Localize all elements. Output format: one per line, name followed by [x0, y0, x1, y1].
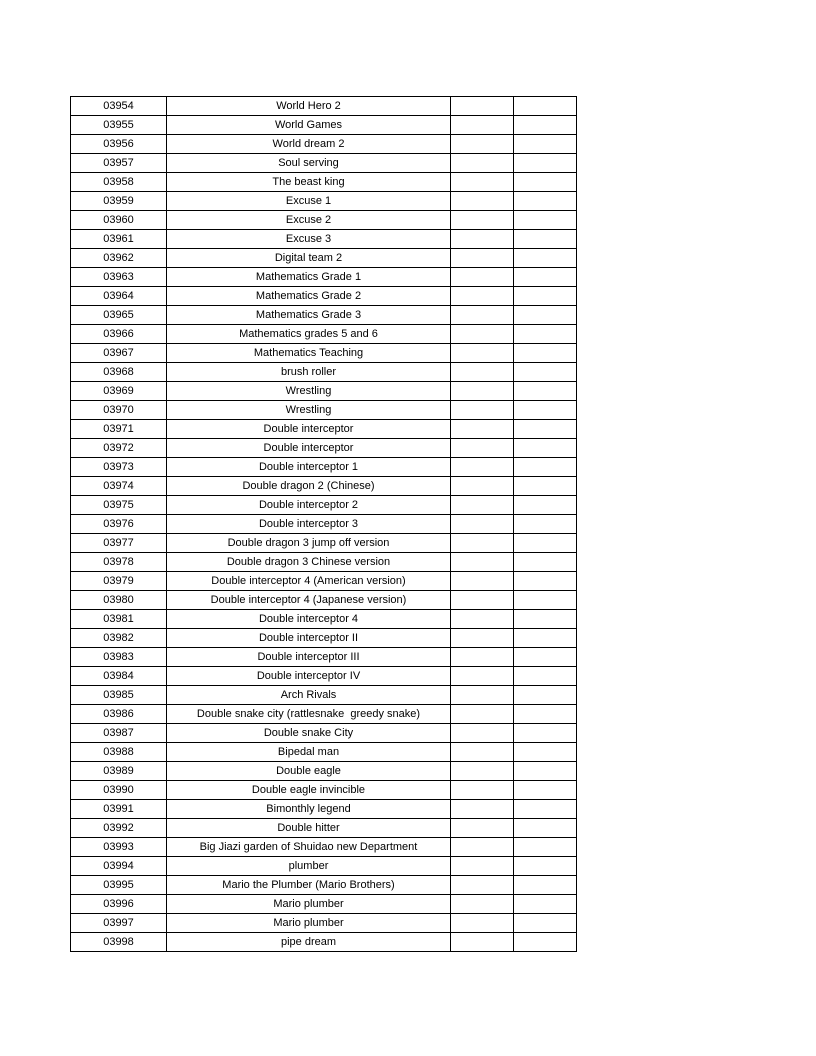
id-cell: 03956 — [71, 135, 167, 154]
id-cell: 03964 — [71, 287, 167, 306]
title-cell: Mario plumber — [167, 914, 451, 933]
empty-cell-1 — [451, 895, 514, 914]
empty-cell-2 — [514, 553, 577, 572]
id-cell: 03976 — [71, 515, 167, 534]
empty-cell-2 — [514, 572, 577, 591]
title-cell: Double dragon 3 Chinese version — [167, 553, 451, 572]
table-row — [71, 211, 577, 230]
title-cell: Double interceptor — [167, 420, 451, 439]
empty-cell-1 — [451, 458, 514, 477]
title-cell: Excuse 2 — [167, 211, 451, 230]
empty-cell-2 — [514, 762, 577, 781]
table-row — [71, 743, 577, 762]
title-cell: Double interceptor IV — [167, 667, 451, 686]
empty-cell-1 — [451, 420, 514, 439]
title-cell: brush roller — [167, 363, 451, 382]
table-row — [71, 154, 577, 173]
table-row — [71, 914, 577, 933]
table-row — [71, 116, 577, 135]
table-row — [71, 629, 577, 648]
table-row — [71, 496, 577, 515]
title-cell: Double interceptor II — [167, 629, 451, 648]
empty-cell-1 — [451, 363, 514, 382]
empty-cell-2 — [514, 344, 577, 363]
empty-cell-1 — [451, 629, 514, 648]
empty-cell-2 — [514, 477, 577, 496]
empty-cell-1 — [451, 192, 514, 211]
id-cell: 03963 — [71, 268, 167, 287]
empty-cell-2 — [514, 895, 577, 914]
id-cell: 03959 — [71, 192, 167, 211]
title-cell: Double interceptor 3 — [167, 515, 451, 534]
id-cell: 03982 — [71, 629, 167, 648]
title-cell: pipe dream — [167, 933, 451, 952]
empty-cell-2 — [514, 439, 577, 458]
table-row — [71, 819, 577, 838]
table-row — [71, 363, 577, 382]
table-row — [71, 933, 577, 952]
title-cell: Double hitter — [167, 819, 451, 838]
id-cell: 03958 — [71, 173, 167, 192]
title-cell: Mario the Plumber (Mario Brothers) — [167, 876, 451, 895]
empty-cell-1 — [451, 610, 514, 629]
id-cell: 03975 — [71, 496, 167, 515]
id-cell: 03986 — [71, 705, 167, 724]
empty-cell-2 — [514, 629, 577, 648]
empty-cell-1 — [451, 439, 514, 458]
title-cell: Double interceptor 4 — [167, 610, 451, 629]
title-cell: Double interceptor — [167, 439, 451, 458]
id-cell: 03955 — [71, 116, 167, 135]
empty-cell-2 — [514, 800, 577, 819]
table-row — [71, 135, 577, 154]
id-cell: 03972 — [71, 439, 167, 458]
empty-cell-1 — [451, 116, 514, 135]
table-row — [71, 724, 577, 743]
id-cell: 03968 — [71, 363, 167, 382]
empty-cell-2 — [514, 116, 577, 135]
title-cell: Digital team 2 — [167, 249, 451, 268]
title-cell: Bimonthly legend — [167, 800, 451, 819]
empty-cell-1 — [451, 686, 514, 705]
table-row — [71, 382, 577, 401]
id-cell: 03980 — [71, 591, 167, 610]
title-cell: Double eagle — [167, 762, 451, 781]
title-cell: Excuse 1 — [167, 192, 451, 211]
id-cell: 03954 — [71, 97, 167, 116]
empty-cell-2 — [514, 724, 577, 743]
empty-cell-1 — [451, 135, 514, 154]
empty-cell-2 — [514, 249, 577, 268]
title-cell: Double dragon 2 (Chinese) — [167, 477, 451, 496]
table-row — [71, 667, 577, 686]
empty-cell-2 — [514, 781, 577, 800]
empty-cell-2 — [514, 192, 577, 211]
empty-cell-1 — [451, 838, 514, 857]
table-row — [71, 781, 577, 800]
id-cell: 03973 — [71, 458, 167, 477]
id-cell: 03992 — [71, 819, 167, 838]
empty-cell-1 — [451, 857, 514, 876]
empty-cell-2 — [514, 420, 577, 439]
title-cell: Soul serving — [167, 154, 451, 173]
empty-cell-1 — [451, 154, 514, 173]
empty-cell-1 — [451, 344, 514, 363]
id-cell: 03993 — [71, 838, 167, 857]
empty-cell-2 — [514, 933, 577, 952]
empty-cell-1 — [451, 876, 514, 895]
id-cell: 03988 — [71, 743, 167, 762]
empty-cell-1 — [451, 382, 514, 401]
empty-cell-2 — [514, 819, 577, 838]
table-row — [71, 287, 577, 306]
table-row — [71, 344, 577, 363]
empty-cell-2 — [514, 401, 577, 420]
empty-cell-1 — [451, 819, 514, 838]
empty-cell-1 — [451, 800, 514, 819]
empty-cell-1 — [451, 249, 514, 268]
title-cell: Double eagle invincible — [167, 781, 451, 800]
empty-cell-1 — [451, 591, 514, 610]
table-row — [71, 173, 577, 192]
empty-cell-1 — [451, 933, 514, 952]
empty-cell-2 — [514, 97, 577, 116]
table-row — [71, 230, 577, 249]
empty-cell-1 — [451, 762, 514, 781]
empty-cell-1 — [451, 97, 514, 116]
title-cell: Arch Rivals — [167, 686, 451, 705]
empty-cell-2 — [514, 173, 577, 192]
table-row — [71, 686, 577, 705]
title-cell: Mathematics Grade 1 — [167, 268, 451, 287]
empty-cell-2 — [514, 230, 577, 249]
empty-cell-2 — [514, 648, 577, 667]
table-row — [71, 401, 577, 420]
empty-cell-2 — [514, 382, 577, 401]
table-row — [71, 591, 577, 610]
title-cell: Mathematics grades 5 and 6 — [167, 325, 451, 344]
title-cell: World Hero 2 — [167, 97, 451, 116]
empty-cell-1 — [451, 211, 514, 230]
title-cell: Mathematics Teaching — [167, 344, 451, 363]
empty-cell-2 — [514, 458, 577, 477]
empty-cell-1 — [451, 496, 514, 515]
title-cell: Big Jiazi garden of Shuidao new Department — [167, 838, 451, 857]
empty-cell-2 — [514, 325, 577, 344]
table-row — [71, 306, 577, 325]
empty-cell-2 — [514, 154, 577, 173]
id-cell: 03977 — [71, 534, 167, 553]
table-body — [71, 97, 577, 952]
title-cell: Double snake city (rattlesnake greedy snake) — [167, 705, 451, 724]
empty-cell-1 — [451, 705, 514, 724]
title-cell: Double interceptor 4 (Japanese version) — [167, 591, 451, 610]
title-cell: Double interceptor III — [167, 648, 451, 667]
table-row — [71, 477, 577, 496]
id-cell: 03961 — [71, 230, 167, 249]
title-cell: Excuse 3 — [167, 230, 451, 249]
empty-cell-2 — [514, 876, 577, 895]
id-cell: 03957 — [71, 154, 167, 173]
table-row — [71, 249, 577, 268]
table-row — [71, 534, 577, 553]
table-row — [71, 458, 577, 477]
empty-cell-2 — [514, 743, 577, 762]
id-cell: 03966 — [71, 325, 167, 344]
empty-cell-2 — [514, 496, 577, 515]
empty-cell-2 — [514, 838, 577, 857]
table-row — [71, 648, 577, 667]
id-cell: 03981 — [71, 610, 167, 629]
id-cell: 03969 — [71, 382, 167, 401]
empty-cell-2 — [514, 515, 577, 534]
id-cell: 03967 — [71, 344, 167, 363]
empty-cell-1 — [451, 268, 514, 287]
table-row — [71, 610, 577, 629]
table-row — [71, 97, 577, 116]
empty-cell-2 — [514, 914, 577, 933]
empty-cell-2 — [514, 610, 577, 629]
empty-cell-1 — [451, 648, 514, 667]
table-row — [71, 192, 577, 211]
id-cell: 03987 — [71, 724, 167, 743]
table-row — [71, 895, 577, 914]
title-cell: World dream 2 — [167, 135, 451, 154]
title-cell: Double snake City — [167, 724, 451, 743]
empty-cell-1 — [451, 306, 514, 325]
title-cell: Double interceptor 1 — [167, 458, 451, 477]
empty-cell-2 — [514, 667, 577, 686]
empty-cell-2 — [514, 363, 577, 382]
id-cell: 03990 — [71, 781, 167, 800]
empty-cell-1 — [451, 724, 514, 743]
id-cell: 03995 — [71, 876, 167, 895]
title-cell: Double interceptor 2 — [167, 496, 451, 515]
title-cell: The beast king — [167, 173, 451, 192]
empty-cell-2 — [514, 857, 577, 876]
table-row — [71, 515, 577, 534]
empty-cell-2 — [514, 211, 577, 230]
id-cell: 03983 — [71, 648, 167, 667]
empty-cell-1 — [451, 534, 514, 553]
id-cell: 03965 — [71, 306, 167, 325]
title-cell: Mathematics Grade 2 — [167, 287, 451, 306]
empty-cell-1 — [451, 477, 514, 496]
id-cell: 03978 — [71, 553, 167, 572]
table-row — [71, 572, 577, 591]
empty-cell-1 — [451, 781, 514, 800]
id-cell: 03971 — [71, 420, 167, 439]
empty-cell-1 — [451, 173, 514, 192]
title-cell: Wrestling — [167, 401, 451, 420]
table-row — [71, 838, 577, 857]
table-row — [71, 705, 577, 724]
title-cell: World Games — [167, 116, 451, 135]
empty-cell-1 — [451, 325, 514, 344]
empty-cell-2 — [514, 306, 577, 325]
empty-cell-2 — [514, 591, 577, 610]
title-cell: Mario plumber — [167, 895, 451, 914]
empty-cell-2 — [514, 135, 577, 154]
table-row — [71, 268, 577, 287]
id-cell: 03996 — [71, 895, 167, 914]
id-cell: 03985 — [71, 686, 167, 705]
id-cell: 03974 — [71, 477, 167, 496]
empty-cell-1 — [451, 287, 514, 306]
empty-cell-1 — [451, 515, 514, 534]
id-cell: 03998 — [71, 933, 167, 952]
id-cell: 03997 — [71, 914, 167, 933]
table-row — [71, 420, 577, 439]
id-cell: 03970 — [71, 401, 167, 420]
empty-cell-1 — [451, 230, 514, 249]
id-cell: 03994 — [71, 857, 167, 876]
table-row — [71, 876, 577, 895]
empty-cell-1 — [451, 667, 514, 686]
title-cell: Mathematics Grade 3 — [167, 306, 451, 325]
title-cell: Bipedal man — [167, 743, 451, 762]
id-cell: 03989 — [71, 762, 167, 781]
empty-cell-2 — [514, 534, 577, 553]
empty-cell-1 — [451, 401, 514, 420]
empty-cell-2 — [514, 686, 577, 705]
table-row — [71, 762, 577, 781]
id-cell: 03984 — [71, 667, 167, 686]
table-row — [71, 439, 577, 458]
id-cell: 03979 — [71, 572, 167, 591]
empty-cell-1 — [451, 553, 514, 572]
id-cell: 03991 — [71, 800, 167, 819]
id-cell: 03962 — [71, 249, 167, 268]
id-cell: 03960 — [71, 211, 167, 230]
title-cell: plumber — [167, 857, 451, 876]
table-row — [71, 325, 577, 344]
table-row — [71, 857, 577, 876]
table-row — [71, 553, 577, 572]
table-row — [71, 800, 577, 819]
empty-cell-2 — [514, 268, 577, 287]
empty-cell-2 — [514, 705, 577, 724]
title-cell: Double interceptor 4 (American version) — [167, 572, 451, 591]
empty-cell-2 — [514, 287, 577, 306]
game-list-table — [70, 96, 577, 952]
title-cell: Double dragon 3 jump off version — [167, 534, 451, 553]
empty-cell-1 — [451, 914, 514, 933]
empty-cell-1 — [451, 572, 514, 591]
empty-cell-1 — [451, 743, 514, 762]
title-cell: Wrestling — [167, 382, 451, 401]
